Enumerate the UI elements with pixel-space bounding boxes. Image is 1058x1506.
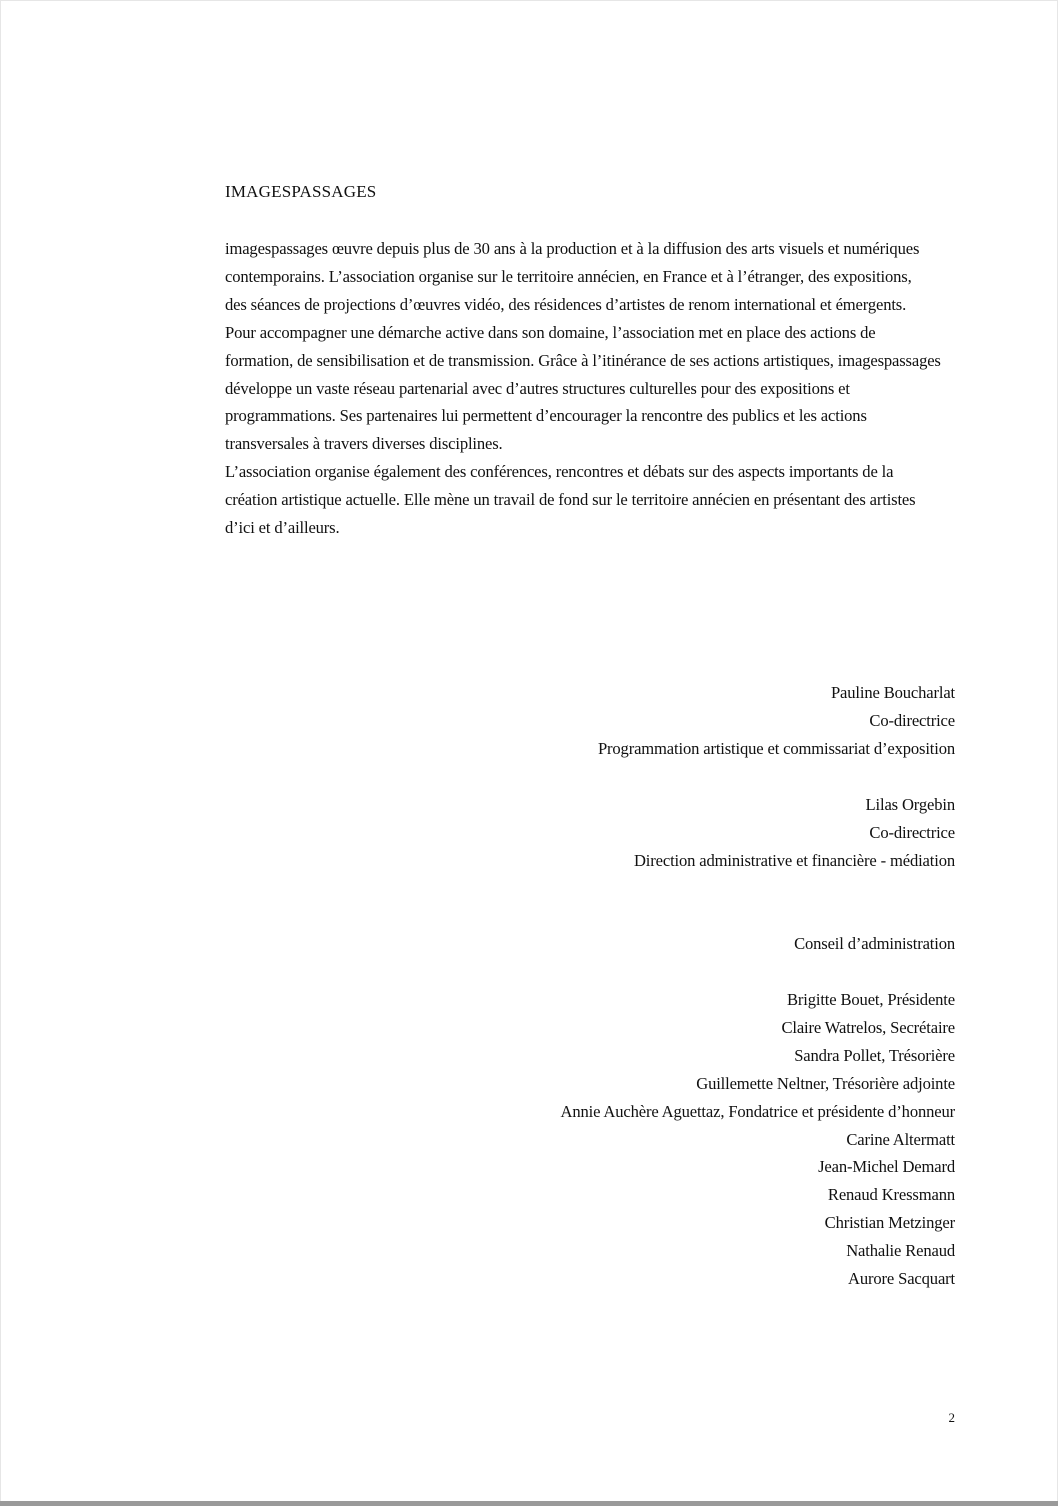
intro-line: Pour accompagner une démarche active dans son domaine, l’association met en place des actions de [225, 322, 876, 342]
intro-line: L’association organise également des conférences, rencontres et débats sur des aspects importants de la [225, 462, 894, 482]
board-members-list [561, 986, 955, 1293]
staff-name: Pauline Boucharlat [830, 683, 955, 702]
intro-line: contemporains. L’association organise sur le territoire annécien, en France et à l’étranger, des expositions, [225, 266, 912, 286]
staff-role: Co-directrice [869, 822, 955, 842]
intro-line: programmations. Ses partenaires lui permettent d’encourager la rencontre des publics et les actions [225, 406, 867, 426]
staff-function: Programmation artistique et commissariat d’exposition [597, 738, 955, 758]
board-title: Conseil d’administration [794, 934, 955, 953]
board-member: Renaud Kressmann [827, 1185, 955, 1205]
intro-paragraph [225, 235, 961, 542]
intro-line: transversales à travers diverses disciplines. [225, 434, 503, 454]
board-member: Sandra Pollet, Trésorière [794, 1045, 955, 1065]
board-member: Claire Watrelos, Secrétaire [781, 1017, 955, 1037]
document-title: IMAGESPASSAGES [225, 182, 377, 201]
page-number: 2 [948, 1410, 955, 1425]
staff-member-1 [598, 679, 955, 763]
staff-function: Direction administrative et financière - médiation [633, 850, 955, 870]
board-member: Carine Altermatt [846, 1129, 955, 1149]
board-member: Christian Metzinger [824, 1213, 955, 1233]
intro-line: création artistique actuelle. Elle mène un travail de fond sur le territoire annécien en présentant des artistes [225, 490, 916, 510]
board-member: Aurore Sacquart [848, 1269, 955, 1289]
staff-role: Co-directrice [869, 710, 955, 730]
intro-line: formation, de sensibilisation et de transmission. Grâce à l’itinérance de ses actions artistiques, imagespassages [225, 350, 941, 370]
page-bottom-edge [0, 1501, 1058, 1506]
intro-line: imagespassages œuvre depuis plus de 30 ans à la production et à la diffusion des arts visuels et numériques [225, 239, 920, 258]
board-member: Nathalie Renaud [846, 1241, 955, 1261]
board-member: Annie Auchère Aguettaz, Fondatrice et présidente d’honneur [560, 1101, 955, 1121]
intro-line: développe un vaste réseau partenarial avec d’autres structures culturelles pour des expositions et [225, 378, 850, 398]
board-member: Brigitte Bouet, Présidente [786, 990, 955, 1009]
intro-line: d’ici et d’ailleurs. [225, 518, 340, 538]
staff-member-2 [634, 791, 955, 875]
board-member: Guillemette Neltner, Trésorière adjointe [696, 1073, 955, 1093]
board-member: Jean-Michel Demard [818, 1157, 955, 1177]
staff-name: Lilas Orgebin [865, 795, 955, 814]
intro-line: des séances de projections d’œuvres vidéo, des résidences d’artistes de renom international et émergents. [225, 294, 907, 314]
